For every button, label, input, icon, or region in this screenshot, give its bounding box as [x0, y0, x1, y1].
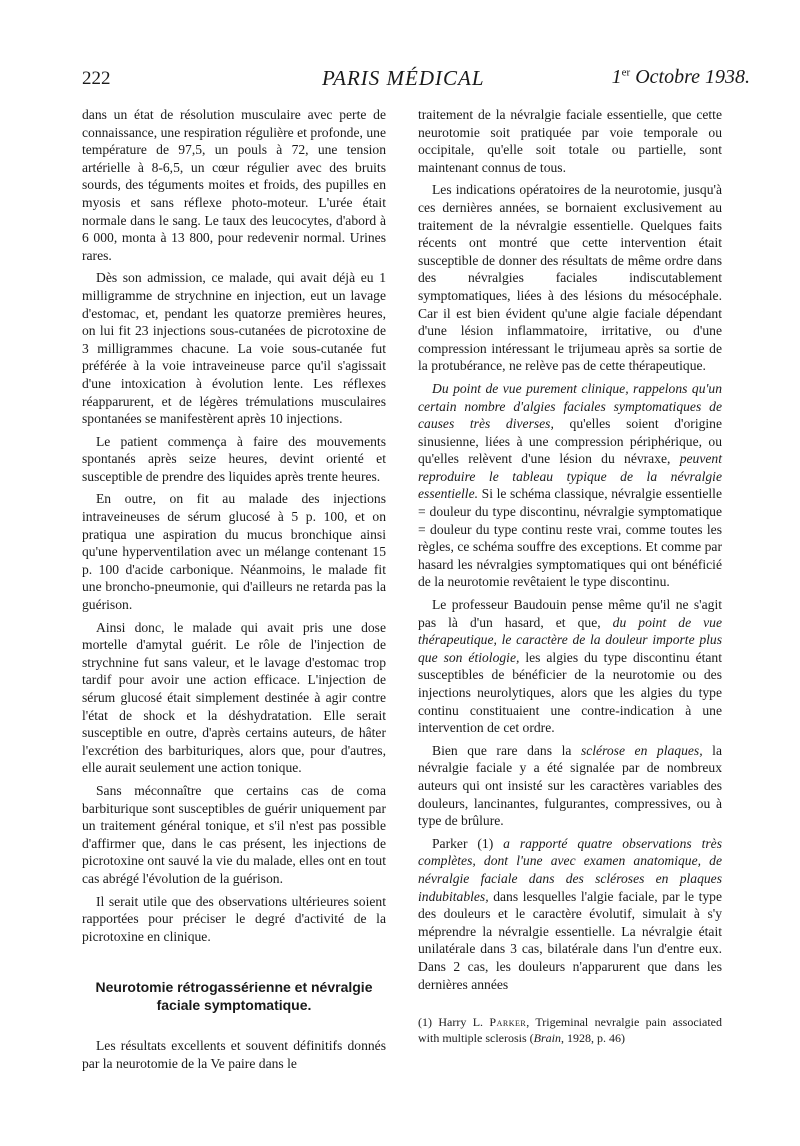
text: dans lesquelles l'algie faciale, par le type des douleurs et le caractère évolutif, simulait à s'y méprendre la névralgie essentielle. La névralgie était unilatérale dans 3 cas, bilatérale dans l'un d'entre eux. Dans 2 cas, les douleurs n'apparurent que dans les dernières années	[418, 888, 722, 992]
page-header	[82, 66, 750, 96]
paragraph: Les indications opératoires de la neurotomie, jusqu'à ces dernières années, se bornaient exclusivement au traitement de la névralgie essentielle. Quelques faits récents ont montré que cette intervention était susceptible de donner des résultats de même ordre dans des névralgies faciales indiscutablement symptomatiques, liées à des lésions du mésocéphale. Car il est bien évident qu'une algie faciale dépendant d'une lésion inflammatoire, irritative, ou d'une compression intéressant le trijumeau après sa sortie de la protubérance, ne relève pas de cette thérapeutique.	[418, 182, 722, 374]
italic-text: a rapporté quatre observations très complètes, dont l'une avec examen anatomique, de névralgie faciale dans des scléroses en plaques indubitables,	[418, 835, 722, 904]
italic-text: sclérose en plaques,	[580, 742, 703, 758]
text: Le professeur Baudouin pense même qu'il ne s'agit pas là d'un hasard, et que,	[418, 597, 722, 630]
paragraph: dans un état de résolution musculaire avec perte de connaissance, une respiration régulière et profonde, une température de 97,5, un pouls à 72, une tension artérielle à 8-6,5, un cœur régulier avec des bruits sourds, des téguments moites et froids, des pupilles en myosis et sans réflexe photo-moteur. L'urée était normale dans le sang. Le taux des leucocytes, d'abord à 6 000, monta à 13 800, pour redevenir normal. Urines rares.	[82, 107, 386, 263]
paragraph: Dès son admission, ce malade, qui avait déjà eu 1 milligramme de strychnine en injection, eut un lavage d'estomac, et, pendant les quatorze premières heures, on lui fit 23 injections sous-cutanées de picrotoxine de 3 milligrammes chacune. La voie sous-cutanée fut préférée à la voie intraveineuse parce qu'il s'agissait d'une intoxication à évolution lente. Les réflexes réapparurent, et de légères trémulations musculaires spontanées se manifestèrent après 10 injections.	[82, 270, 386, 427]
text: Parker (1)	[432, 835, 504, 851]
footnote	[418, 1014, 722, 1046]
paragraph: Il serait utile que des observations ultérieures soient rapportées pour préciser le degré d'activité de la picrotoxine en clinique.	[82, 893, 386, 944]
footnote-author: Parker	[489, 1015, 527, 1029]
footnote-text: , 1928, p. 46)	[561, 1031, 625, 1045]
issue-date-day: 1	[611, 66, 622, 88]
paragraph: Les résultats excellents et souvent définitifs donnés par la neurotomie de la Ve paire dans le	[82, 1038, 386, 1071]
page-number: 222	[82, 68, 111, 89]
paragraph: Le patient commença à faire des mouvements spontanés après seize heures, devint orienté et susceptible de prendre des liquides après trente heures.	[82, 433, 386, 484]
footnote-prefix: (1) Harry L.	[418, 1015, 490, 1029]
text: les algies du type discontinu étant susceptibles de bénéficier de la neurotomie ou des injections neurolytiques, alors que les algies du type continu constituaient une contre-indication à une intervention de cet ordre.	[418, 649, 722, 736]
italic-text: peuvent reproduire le tableau typique de la névralgie essentielle.	[418, 451, 722, 502]
italic-text: du point de vue thérapeutique, le caractère de la douleur importe plus que son étiologie,	[418, 614, 722, 665]
issue-date-rest: Octobre 1938.	[630, 66, 750, 88]
italic-text: Du point de vue purement clinique, rappelons qu'un certain nombre d'algies faciales symptomatiques de causes très diverses,	[418, 380, 722, 432]
paragraph	[418, 835, 722, 993]
paragraph: traitement de la névralgie faciale essentielle, que cette neurotomie soit pratiquée par voie temporale ou occipitale, qu'elle soit totale ou partielle, sont maintenant connus de tous.	[418, 107, 722, 175]
paragraph	[418, 742, 722, 830]
paragraph: Sans méconnaître que certains cas de coma barbiturique sont susceptibles de guérir uniquement par un traitement général tonique, et s'il n'est pas possible d'affirmer que, dans le cas présent, les injections de picrotoxine ont sauvé la vie du malade, elles ont en tout cas abrégé l'évolution de la guérison.	[82, 782, 386, 886]
issue-date	[612, 66, 750, 89]
paragraph	[418, 596, 722, 737]
section-heading: Neurotomie rétrogassérienne et névralgie faciale symptomatique.	[95, 979, 373, 1014]
issue-date-sup: er	[621, 66, 631, 79]
text: Si le schéma classique, névralgie essentielle = douleur du type discontinu, névralgie symptomatique = douleur du type continu reste vrai, comme toutes les règles, ce schéma souffre des exceptions. Et comme par hasard les névralgies symptomatiques qui ont bénéficié de la neurotomie revêtaient le type discontinu.	[418, 486, 722, 590]
footnote-text: , Trigeminal nevralgie pain associated with multiple sclerosis (	[418, 1015, 722, 1045]
left-column	[82, 106, 386, 1078]
paragraph: En outre, on fit au malade des injections intraveineuses de sérum glucosé à 5 p. 100, et on pratiqua une aspiration du mucus bronchique ainsi qu'une hyperventilation avec un mélange contenant 15 p. 100 d'acide carbonique. Néanmoins, le malade fit une broncho-pneumonie, qui d'ailleurs ne retarda pas la guérison.	[82, 491, 386, 613]
right-column	[418, 106, 722, 998]
footnote-journal: Brain	[533, 1031, 561, 1045]
paragraph: Ainsi donc, le malade qui avait pris une dose mortelle d'amytal guérit. Le rôle de l'injection de strychnine fut sans valeur, et le lavage d'estomac trop tardif pour avoir une action efficace. L'injection de sérum glucosé était simplement destinée à agir contre l'état de shock et la déshydratation. Elle serait susceptible en outre, d'après certains auteurs, de hâter l'excrétion des barbituriques, alors que, pour d'autres, elle aurait seulement une action tonique.	[82, 619, 386, 776]
text: la névralgie faciale y a été signalée par de nombreux auteurs qui ont insisté sur les caractères variables des douleurs, lancinantes, fulgurantes, compressives, ou à type de brûlure.	[418, 742, 722, 829]
journal-title: PARIS MÉDICAL	[322, 66, 485, 90]
text: qu'elles soient d'origine sinusienne, liées à une compression périphérique, ou qu'elles relèvent d'une lésion du névraxe,	[418, 416, 722, 467]
paragraph	[418, 380, 722, 591]
text: Bien que rare dans la	[432, 742, 581, 758]
